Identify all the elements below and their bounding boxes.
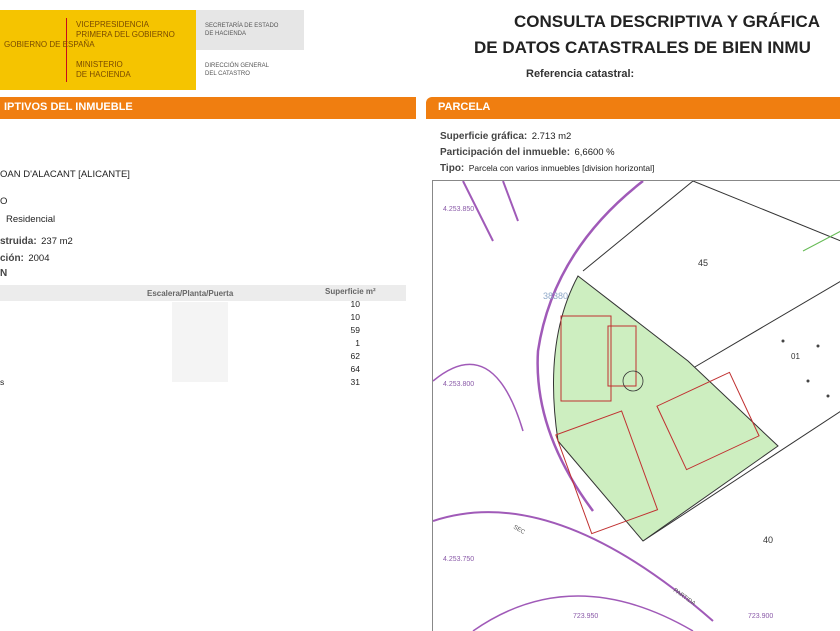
table-row: 10 [350,299,360,309]
block-outline [583,181,693,271]
table-row: 64 [350,364,360,374]
table-row: 10 [350,312,360,322]
table-row: 31 [350,377,360,387]
coord-bottom: 4.253.750 [443,556,475,563]
coord-x1: 723.950 [573,613,599,620]
year-value: 2004 [28,253,50,264]
redacted-area [172,302,228,382]
uso-value: Residencial [6,214,56,225]
sup-grafica-label: Superficie gráfica: [440,131,528,142]
fragment-1: O [0,196,8,207]
tipo-parcela [440,158,654,176]
cadastral-map[interactable] [432,180,840,631]
parcela-section-title: PARCELA [438,101,491,113]
coord-top: 4.253.850 [443,206,475,213]
left-section-title: IPTIVOS DEL INMUEBLE [4,101,133,113]
parcela-section-header [426,97,840,117]
dir-line2: DEL CATASTRO [205,71,250,77]
document-title-line1: CONSULTA DESCRIPTIVA Y GRÁFICA [514,12,821,31]
superficie-value: 237 m2 [41,236,73,247]
sec-line2: DE HACIENDA [205,31,247,37]
tipo-label: Tipo: [440,163,465,174]
ministry-line1: MINISTERIO [76,60,123,69]
parcel-id-label: 38380 [543,291,569,301]
tipo-value: Parcela con varios inmuebles [division horizontal] [468,163,655,173]
sup-grafica-value: 2.713 m2 [531,131,572,142]
coord-mid: 4.253.800 [443,381,475,388]
plot-label-40: 40 [763,535,774,545]
vicepresidencia-label [76,20,186,40]
vice-line1: VICEPRESIDENCIA [76,20,149,29]
table-row: 1 [355,338,360,348]
column-superficie: Superficie m² [325,287,376,296]
table-row: 62 [350,351,360,361]
gov-name-text: GOBIERNO DE ESPAÑA [4,40,95,49]
superficie-label: struida: [0,236,37,247]
map-dot [782,340,785,343]
plot-label-01: 01 [791,352,800,361]
referencia-label: Referencia catastral: [526,68,635,80]
left-section-header [0,97,416,117]
street-line [433,364,523,431]
left-section-underline [0,117,416,119]
secretaria-label [205,22,278,38]
cadastral-map-svg [433,181,840,631]
dir-line1: DIRECCIÓN GENERAL [205,63,270,69]
map-dot [827,395,830,398]
sec-line1: SECRETARÍA DE ESTADO [205,23,279,29]
row-prefix: s [0,377,5,387]
gov-name [4,40,95,50]
year-label: ción: [0,253,24,264]
table-row: 59 [350,325,360,335]
fragment-2: N [0,268,8,279]
direccion-label [205,62,269,78]
vice-line2: PRIMERA DEL GOBIERNO [76,30,175,39]
block-outline [693,181,840,241]
parcel-edge [803,231,840,251]
logo-separator [66,18,67,82]
column-escalera: Escalera/Planta/Puerta [147,289,234,298]
street-line [503,181,518,221]
block-outline [688,281,840,371]
street-line [433,512,713,621]
parcela-section-underline [426,117,840,119]
street-name-label-2: PARTIDA [671,587,697,608]
participacion-value: 6,6600 % [574,147,615,158]
map-dot [807,380,810,383]
document-title-line2: DE DATOS CATASTRALES DE BIEN INMU [474,38,811,57]
ministry-line2: DE HACIENDA [76,70,131,79]
ministerio-label [76,60,186,80]
plot-label-45: 45 [698,258,709,268]
coord-x2: 723.900 [748,613,774,620]
superficie-construida [0,231,73,249]
ano-construccion [0,248,49,266]
map-dot [817,345,820,348]
location-value: OAN D'ALACANT [ALICANTE] [0,169,130,180]
street-name-label: SEC [512,524,526,536]
participacion-label: Participación del inmueble: [440,147,571,158]
